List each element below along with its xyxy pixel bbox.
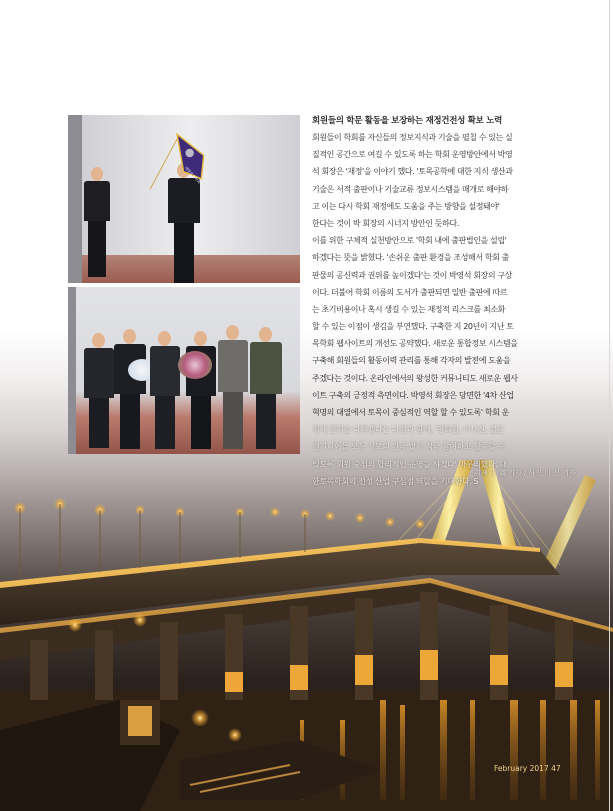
article-body bbox=[312, 129, 612, 490]
article-line: 주겠다는 것이다. 온라인에서의 왕성한 커뮤니티도 새로운 웹사 bbox=[312, 373, 518, 383]
flag-lettering: 대한토목학회 bbox=[183, 165, 202, 185]
article-line: 있도록 회원 중심의 합리적인 운영을 하겠다' 마무리했다. 대 bbox=[312, 459, 507, 469]
person-3 bbox=[150, 331, 180, 449]
article-line: 혁명의 대열에서 토목이 중심적인 역할 할 수 있도록' 학회 운 bbox=[312, 408, 509, 417]
article-line: 기술은 서적 출판이나 기술교류 정보시스템을 매개로 해야하 bbox=[312, 184, 509, 194]
photo-credit-byline: 취재 丁 震 기자 / 사진 이 신 기자 bbox=[474, 469, 576, 477]
flag-ceremony-photo bbox=[68, 115, 300, 283]
person-1 bbox=[84, 333, 114, 448]
article-line: 한다는 것이 박 회장의 시너지 방안인 듯하다. bbox=[312, 218, 459, 228]
article-line: 판물의 공신력과 권위를 높이겠다'는 것이 박영석 회장의 구상 bbox=[312, 270, 512, 280]
section-heading: 회원들의 학문 활동을 보장하는 재정건전성 확보 노력 bbox=[312, 116, 502, 126]
article-line: 고 이는 다시 학회 재정에도 도움을 주는 방향을 설정돼야' bbox=[312, 201, 500, 211]
article-line: 석 회장은 '재정'을 이야기 했다. '토목공학에 대한 지식 생산과 bbox=[312, 167, 513, 177]
person-5 bbox=[218, 325, 248, 449]
article-line: 이다. 더불어 학회 이름의 도서가 출판되면 일반 출판에 따르 bbox=[312, 287, 508, 297]
society-flag bbox=[150, 115, 220, 205]
article-line: 한토목학회의 전성 산업 구심점 역할을 기대한다. S bbox=[312, 476, 479, 486]
article-line: 질적인 공간으로 여길 수 있도록 하는 학회 운영방안에서 박영 bbox=[312, 150, 513, 160]
article-line: 회원들이 학회를 자신들의 정보지식과 기술을 펼칠 수 있는 실 bbox=[312, 133, 513, 142]
page-folio: February 2017 47 bbox=[494, 764, 561, 773]
article-line: 이트 구축의 긍정적 측면이다. 박영석 회장은 당면한 '4차 산업 bbox=[312, 390, 514, 400]
stage-pillar bbox=[68, 115, 82, 283]
person-2 bbox=[114, 329, 146, 449]
article-line: 구축해 회원들의 활동이력 관리를 통해 각자의 발전에 도움을 bbox=[312, 356, 511, 366]
flower-bouquet bbox=[178, 351, 212, 379]
article-line: 이를 위한 구체적 실천방안으로 '학회 내에 출판법인을 설립' bbox=[312, 236, 507, 246]
person-4 bbox=[186, 331, 216, 449]
article-line: 할 수 있는 이점이 생김을 부연했다. 구축한 지 20년이 지난 토 bbox=[312, 322, 514, 332]
person-clapping bbox=[82, 167, 112, 277]
stage-pillar bbox=[68, 287, 76, 454]
group-portrait-photo bbox=[68, 287, 300, 454]
article-line: 엔지니어들 모두 서로의 간극 없이 적극 참여하고 활동할 수 bbox=[312, 442, 506, 452]
article-line: 하겠다는 뜻을 밝혔다. '손쉬운 출판 환경을 조성해서 학회 출 bbox=[312, 253, 509, 263]
article-line: 목학회 웹사이트의 개선도 공약했다. 새로운 통합정보 시스템을 bbox=[312, 339, 518, 349]
person-6 bbox=[250, 327, 282, 449]
article-line: 는 초기비용이나 혹시 생길 수 있는 재정적 리스크를 최소화 bbox=[312, 304, 506, 314]
article-line: 영에 전력을 다하겠다는 다짐과 함께, '평회원, 이사진, 젊은 bbox=[312, 425, 504, 435]
